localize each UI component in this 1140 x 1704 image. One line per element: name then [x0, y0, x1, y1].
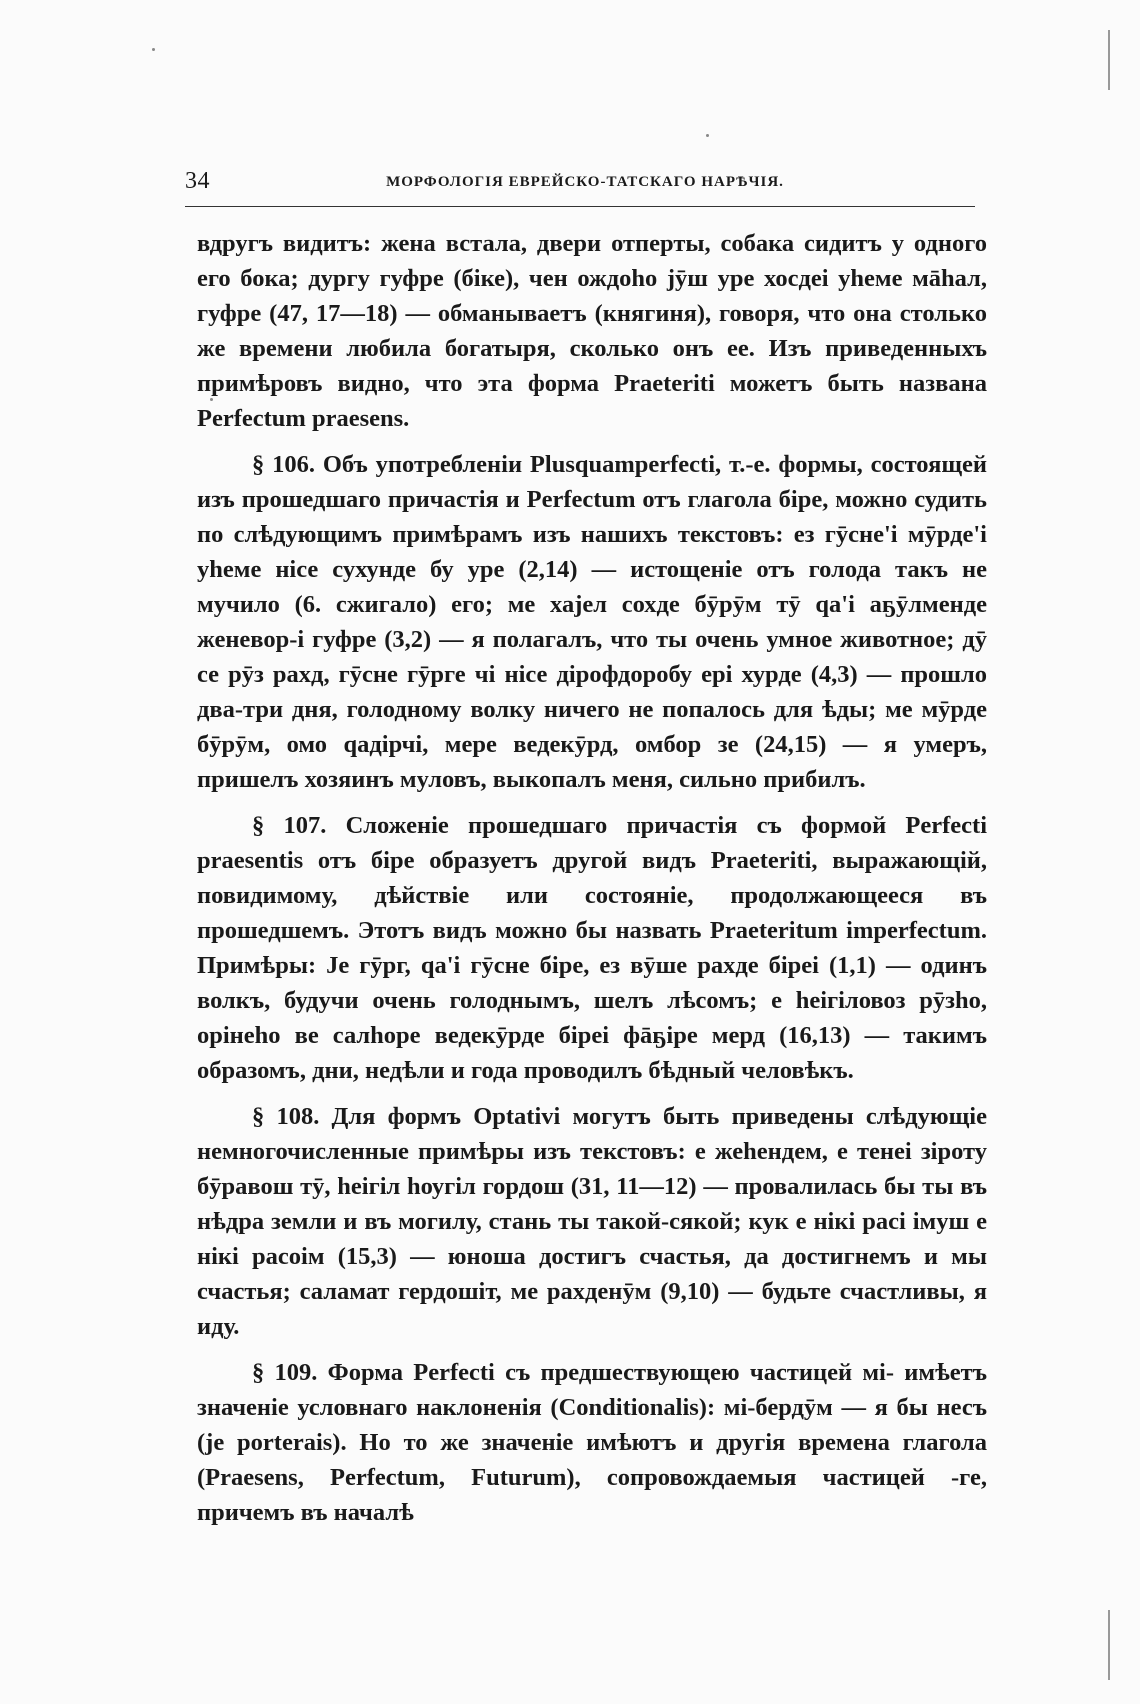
paragraph-108: § 108. Для формъ Optativi могутъ быть приведены слѣдующіе немногочисленные примѣры изъ текстовъ: е жеhендем, е тенеі зіроту бӯравош тӯ, hеігіл hоугіл гордош (31, 11—12) — провалилась бы ты въ нѣдра земли и въ могилу, стань ты такой-сякой; кук е нікі расі імуш е нікі расоім (15,3) — юноша достигъ счастья, да достигнемъ и мы счастья; саламат гердошіт, ме рахденӯм (9,10) — будьте счастливы, я иду. — [197, 1103, 987, 1340]
paragraph-106: § 106. Объ употребленіи Plusquamperfecti, т.-е. формы, состоящей изъ прошедшаго причастія и Perfectum отъ глагола біре, можно судить по слѣдующимъ примѣрамъ изъ нашихъ текстовъ: ез гӯсне'і мӯрде'і уhеме нісе сухунде бу уре (2,14) — истощеніе отъ голода такъ не мучило (6. сжигало) его; ме хаjел сохде бӯрӯм тӯ qа'і аҕӯлменде женевор-і гуфре (3,2) — я полагалъ, что ты очень умное животное; дӯ се рӯз рахд, гӯсне гӯрге чі нісе дірофдоробу ері хурде (4,3) — прошло два-три дня, голодному волку ничего не попалось для ѣды; ме мӯрде бӯрӯм, омо qадірчі, мере ведекӯрд, омбор зе (24,15) — я умеръ, пришелъ хозяинъ муловъ, выкопалъ меня, сильно прибилъ. — [197, 451, 987, 793]
scan-speck — [152, 48, 155, 51]
header-rule — [185, 206, 975, 207]
scan-edge-mark — [1108, 1610, 1110, 1680]
page-body — [197, 226, 987, 1541]
scan-edge-mark — [1108, 30, 1110, 90]
paragraph-continuation: вдругъ видитъ: жена встала, двери отперты, собака сидитъ у одного его бока; дургу гуфре (біке), чен ождоho jӯш уре хосдеі уhеме мāhал, гуфре (47, 17—18) — обманываетъ (княгиня), говоря, что она столько же времени любила богатыря, сколько онъ ее. Изъ приведенныхъ примѣровъ видно, что эта форма Praeteriti можетъ быть названа Perfectum praesens. — [197, 230, 987, 432]
scan-speck — [706, 134, 709, 137]
running-title: МОРФОЛОГІЯ ЕВРЕЙСКО-ТАТСКАГО НАРѢЧІЯ. — [386, 174, 784, 190]
paragraph-107: § 107. Сложеніе прошедшаго причастія съ формой Perfecti praesentis отъ біре образуетъ другой видъ Praeteriti, выражающій, повидимому, дѣйствіе или состояніе, продолжающееся въ прошедшемъ. Этотъ видъ можно бы назвать Praeteritum imperfectum. Примѣры: Jе гӯрг, qа'і гӯсне біре, ез вӯше рахде біреі (1,1) — одинъ волкъ, будучи очень голоднымъ, шелъ лѣсомъ; е hеігіловоз рӯзhо, орінеhо ве салhоре ведекӯрде біреі фāҕіре мерд (16,13) — такимъ образомъ, дни, недѣли и года проводилъ бѣдный человѣкъ. — [197, 812, 987, 1084]
paragraph-109: § 109. Форма Perfecti съ предшествующею частицей мі- имѣетъ значеніе условнаго наклоненія (Conditionalis): мі-бердӯм — я бы несъ (je porterais). Но то же значеніе имѣютъ и другія времена глагола (Praesens, Perfectum, Futurum), сопровождаемыя частицей -ге, причемъ въ началѣ — [197, 1359, 987, 1526]
page-header — [185, 168, 985, 202]
page-number: 34 — [185, 168, 210, 194]
scan-speck — [210, 398, 213, 401]
